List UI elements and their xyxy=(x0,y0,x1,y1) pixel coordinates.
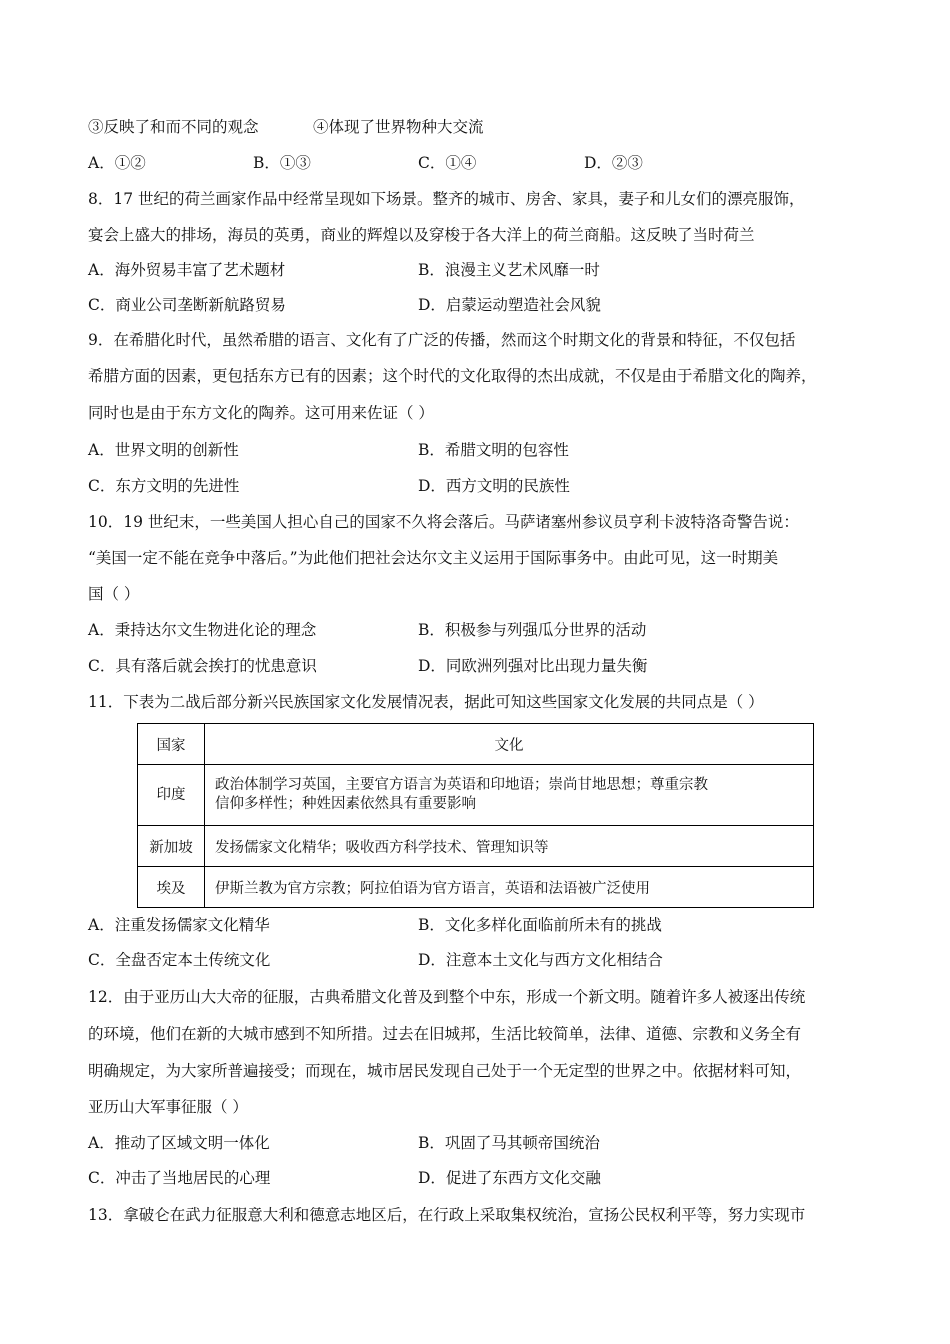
q7-option-b[interactable]: B．①③ xyxy=(253,154,311,172)
table-cell-country: 印度 xyxy=(138,765,205,826)
table-row xyxy=(138,765,814,826)
q11-option-a[interactable]: A．注重发扬儒家文化精华 xyxy=(88,916,270,934)
q10-option-b[interactable]: B．积极参与列强瓜分世界的活动 xyxy=(418,621,647,639)
q7-item-4: ④体现了世界物种大交流 xyxy=(313,118,484,136)
q12-option-a[interactable]: A．推动了区域文明一体化 xyxy=(88,1134,270,1152)
table-cell-line: 伊斯兰教为官方宗教；阿拉伯语为官方语言，英语和法语被广泛使用 xyxy=(215,880,650,897)
table-cell-culture xyxy=(205,765,814,826)
q7-option-d[interactable]: D．②③ xyxy=(584,154,643,172)
table-header-row xyxy=(138,724,814,765)
q10-option-d[interactable]: D．同欧洲列强对比出现力量失衡 xyxy=(418,657,648,675)
table-cell-culture xyxy=(205,826,814,867)
table-cell-country: 新加坡 xyxy=(138,826,205,867)
q8-option-a[interactable]: A．海外贸易丰富了艺术题材 xyxy=(88,261,286,279)
table-row xyxy=(138,867,814,908)
q8-stem-line-1: 8．17 世纪的荷兰画家作品中经常呈现如下场景。整齐的城市、房舍、家具，妻子和儿女们的漂亮服饰， xyxy=(88,190,805,208)
q7-option-c[interactable]: C．①④ xyxy=(418,154,477,172)
table-cell-country: 埃及 xyxy=(138,867,205,908)
q11-option-b[interactable]: B．文化多样化面临前所未有的挑战 xyxy=(418,916,662,934)
table-cell-line: 信仰多样性；种姓因素依然具有重要影响 xyxy=(215,796,476,812)
table-header-culture: 文化 xyxy=(205,724,814,765)
q12-option-b[interactable]: B．巩固了马其顿帝国统治 xyxy=(418,1134,600,1152)
table-cell-culture xyxy=(205,867,814,908)
q9-option-a[interactable]: A．世界文明的创新性 xyxy=(88,441,239,459)
table-row xyxy=(138,826,814,867)
q11-option-c[interactable]: C．全盘否定本土传统文化 xyxy=(88,951,271,969)
q12-stem-line-2: 的环境，他们在新的大城市感到不知所措。过去在旧城邦，生活比较简单，法律、道德、宗教和义务全有 xyxy=(88,1025,802,1043)
q8-stem-line-2: 宴会上盛大的排场，海员的英勇，商业的辉煌以及穿梭于各大洋上的荷兰商船。这反映了当时荷兰 xyxy=(88,226,755,244)
q12-stem-line-3: 明确规定，为大家所普遍接受；而现在，城市居民发现自己处于一个无定型的世界之中。依据材料可知， xyxy=(88,1062,802,1080)
q10-stem-line-1: 10．19 世纪末，一些美国人担心自己的国家不久将会落后。马萨诸塞州参议员亨利卡波特洛奇警告说： xyxy=(88,513,799,531)
q10-stem-line-2: “美国一定不能在竞争中落后。”为此他们把社会达尔文主义运用于国际事务中。由此可见，这一时期美 xyxy=(88,549,779,567)
q10-option-c[interactable]: C．具有落后就会挨打的忧患意识 xyxy=(88,657,317,675)
q9-option-c[interactable]: C．东方文明的先进性 xyxy=(88,477,240,495)
table-cell-line: 政治体制学习英国，主要官方语言为英语和印地语；崇尚甘地思想；尊重宗教 xyxy=(215,777,708,793)
q13-stem-line-1: 13．拿破仑在武力征服意大利和德意志地区后，在行政上采取集权统治，宣扬公民权利平等，努力实现市 xyxy=(88,1206,806,1224)
q9-option-d[interactable]: D．西方文明的民族性 xyxy=(418,477,570,495)
q12-stem-line-4: 亚历山大军事征服（ ） xyxy=(88,1098,248,1116)
q9-option-b[interactable]: B．希腊文明的包容性 xyxy=(418,441,569,459)
culture-table xyxy=(137,723,814,908)
q7-item-3: ③反映了和而不同的观念 xyxy=(88,118,259,136)
table-cell-line: 发扬儒家文化精华；吸收西方科学技术、管理知识等 xyxy=(215,839,549,856)
q12-stem-line-1: 12．由于亚历山大大帝的征服，古典希腊文化普及到整个中东，形成一个新文明。随着许多人被逐出传统 xyxy=(88,988,806,1006)
q8-option-c[interactable]: C．商业公司垄断新航路贸易 xyxy=(88,296,286,314)
q12-option-c[interactable]: C．冲击了当地居民的心理 xyxy=(88,1169,271,1187)
q9-stem-line-1: 9．在希腊化时代，虽然希腊的语言、文化有了广泛的传播，然而这个时期文化的背景和特征，不仅包括 xyxy=(88,331,796,349)
q10-option-a[interactable]: A．秉持达尔文生物进化论的理念 xyxy=(88,621,317,639)
q11-option-d[interactable]: D．注意本土文化与西方文化相结合 xyxy=(418,951,663,969)
q10-stem-line-3: 国（ ） xyxy=(88,585,140,603)
q9-stem-line-3: 同时也是由于东方文化的陶养。这可用来佐证（ ） xyxy=(88,404,434,422)
q12-option-d[interactable]: D．促进了东西方文化交融 xyxy=(418,1169,601,1187)
q7-option-a[interactable]: A．①② xyxy=(88,154,146,172)
q11-stem: 11．下表为二战后部分新兴民族国家文化发展情况表，据此可知这些国家文化发展的共同点是（ ） xyxy=(88,693,764,711)
q8-option-d[interactable]: D．启蒙运动塑造社会风貌 xyxy=(418,296,601,314)
q9-stem-line-2: 希腊方面的因素，更包括东方已有的因素；这个时代的文化取得的杰出成就，不仅是由于希腊文化的陶养， xyxy=(88,367,817,385)
q8-option-b[interactable]: B．浪漫主义艺术风靡一时 xyxy=(418,261,600,279)
table-header-country: 国家 xyxy=(138,724,205,765)
